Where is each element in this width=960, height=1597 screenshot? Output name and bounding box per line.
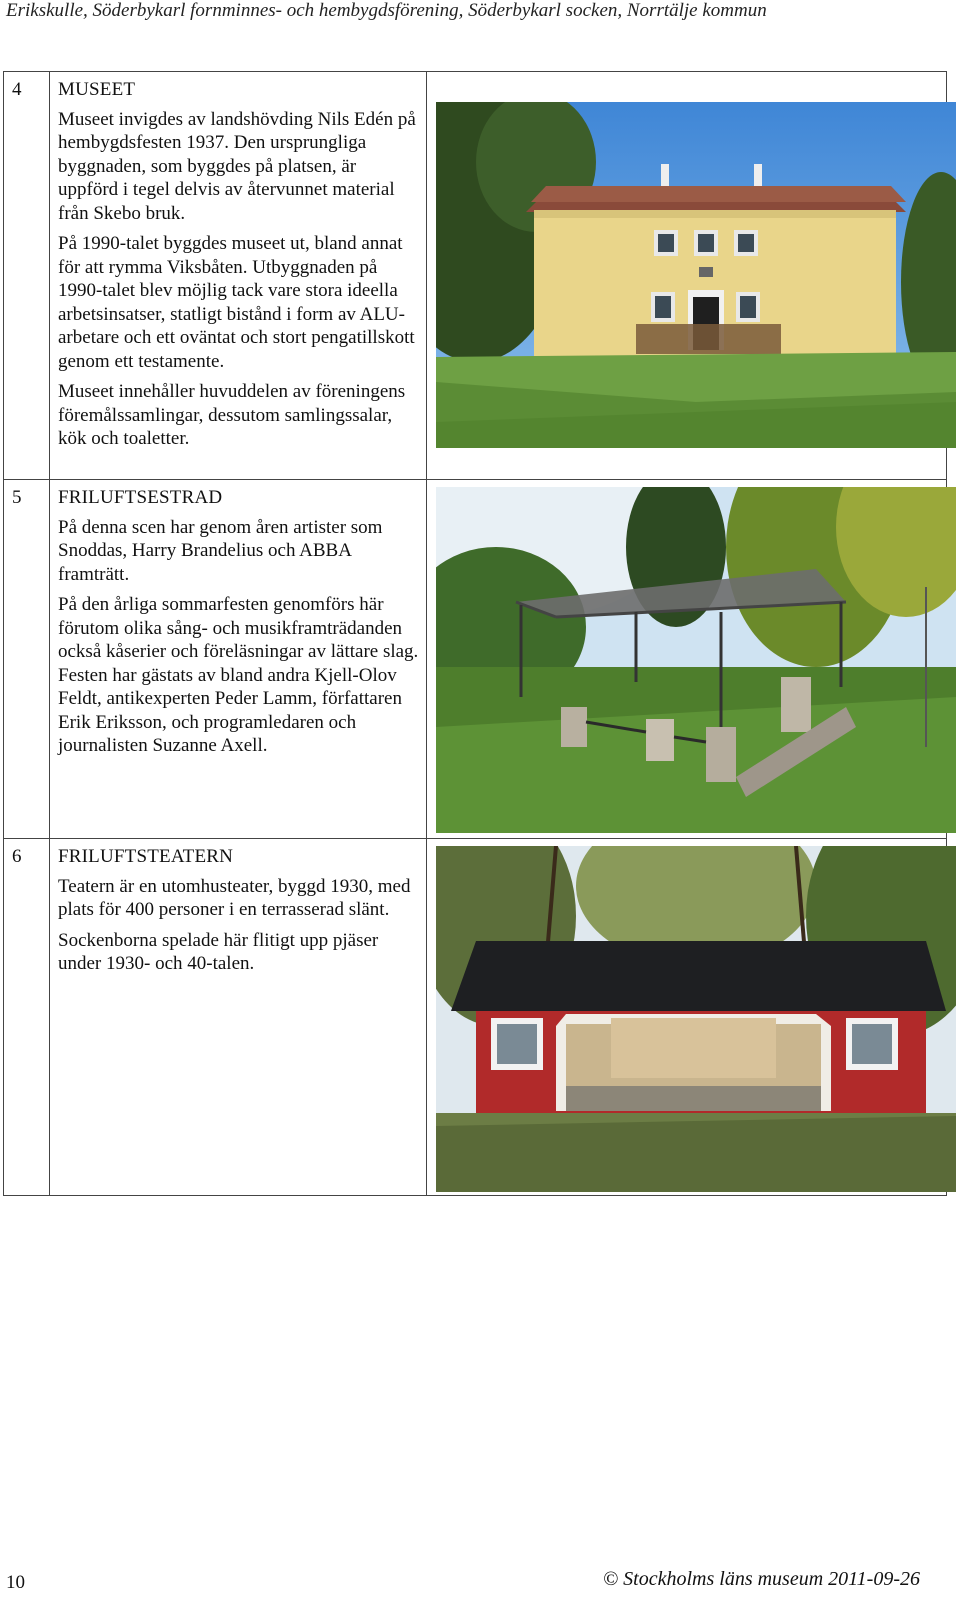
page-number: 10	[6, 1572, 25, 1593]
section-number: 4	[4, 72, 50, 480]
table-row	[4, 72, 947, 480]
table-row	[4, 480, 947, 839]
section-paragraph: På den årliga sommarfesten genomförs här förutom olika sång- och musikframträdanden också kåserier och föreläsningar av lättare slag. Festen har gästats av bland andra Kjell-Olov Feldt, antikexperten Peder Lamm, författaren Erik Eriksson, och programledaren och journalisten Suzanne Axell.	[58, 594, 419, 756]
section-paragraph: Teatern är en utomhusteater, byggd 1930, med plats för 400 personer i en terrasserad slänt.	[58, 875, 411, 920]
section-image-cell	[427, 839, 947, 1196]
section-paragraph: Museet innehåller huvuddelen av föreningens föremålssamlingar, dessutom samlingssalar, kök och toaletter.	[58, 381, 406, 449]
section-paragraph: Sockenborna spelade här flitigt upp pjäser under 1930- och 40-talen.	[58, 929, 379, 974]
section-text	[50, 839, 427, 1196]
museum-building-photo	[436, 102, 956, 448]
section-text	[50, 480, 427, 839]
page-header: Erikskulle, Söderbykarl fornminnes- och hembygdsförening, Söderbykarl socken, Norrtälje kommun	[6, 0, 767, 21]
section-title: FRILUFTSESTRAD	[58, 487, 223, 508]
section-number: 6	[4, 839, 50, 1196]
section-image-cell	[427, 480, 947, 839]
section-title: FRILUFTSTEATERN	[58, 846, 234, 867]
section-number: 5	[4, 480, 50, 839]
section-paragraph: På denna scen har genom åren artister som Snoddas, Harry Brandelius och ABBA framträtt.	[58, 516, 383, 585]
table-row	[4, 839, 947, 1196]
outdoor-stage-photo	[436, 487, 956, 833]
heritage-sites-table	[3, 71, 947, 1196]
section-image-cell	[427, 72, 947, 480]
section-paragraph: Museet invigdes av landshövding Nils Edén på hembygdsfesten 1937. Den ursprungliga byggnaden, som byggdes på platsen, är uppförd i tegel delvis av återvunnet material från Skebo bruk.	[58, 108, 416, 224]
outdoor-theatre-photo	[436, 846, 956, 1192]
copyright-notice: © Stockholms läns museum 2011-09-26	[602, 1568, 920, 1590]
section-paragraph: På 1990-talet byggdes museet ut, bland annat för att rymma Viksbåten. Utbyggnaden på 1990-talet blev möjlig tack vare stora ideella arbetsinsatser, statligt bistånd i form av ALU-arbetare och ett oväntat och stort pengatillskott genom ett testamente.	[58, 233, 415, 372]
section-title: MUSEET	[58, 79, 136, 100]
section-text	[50, 72, 427, 480]
